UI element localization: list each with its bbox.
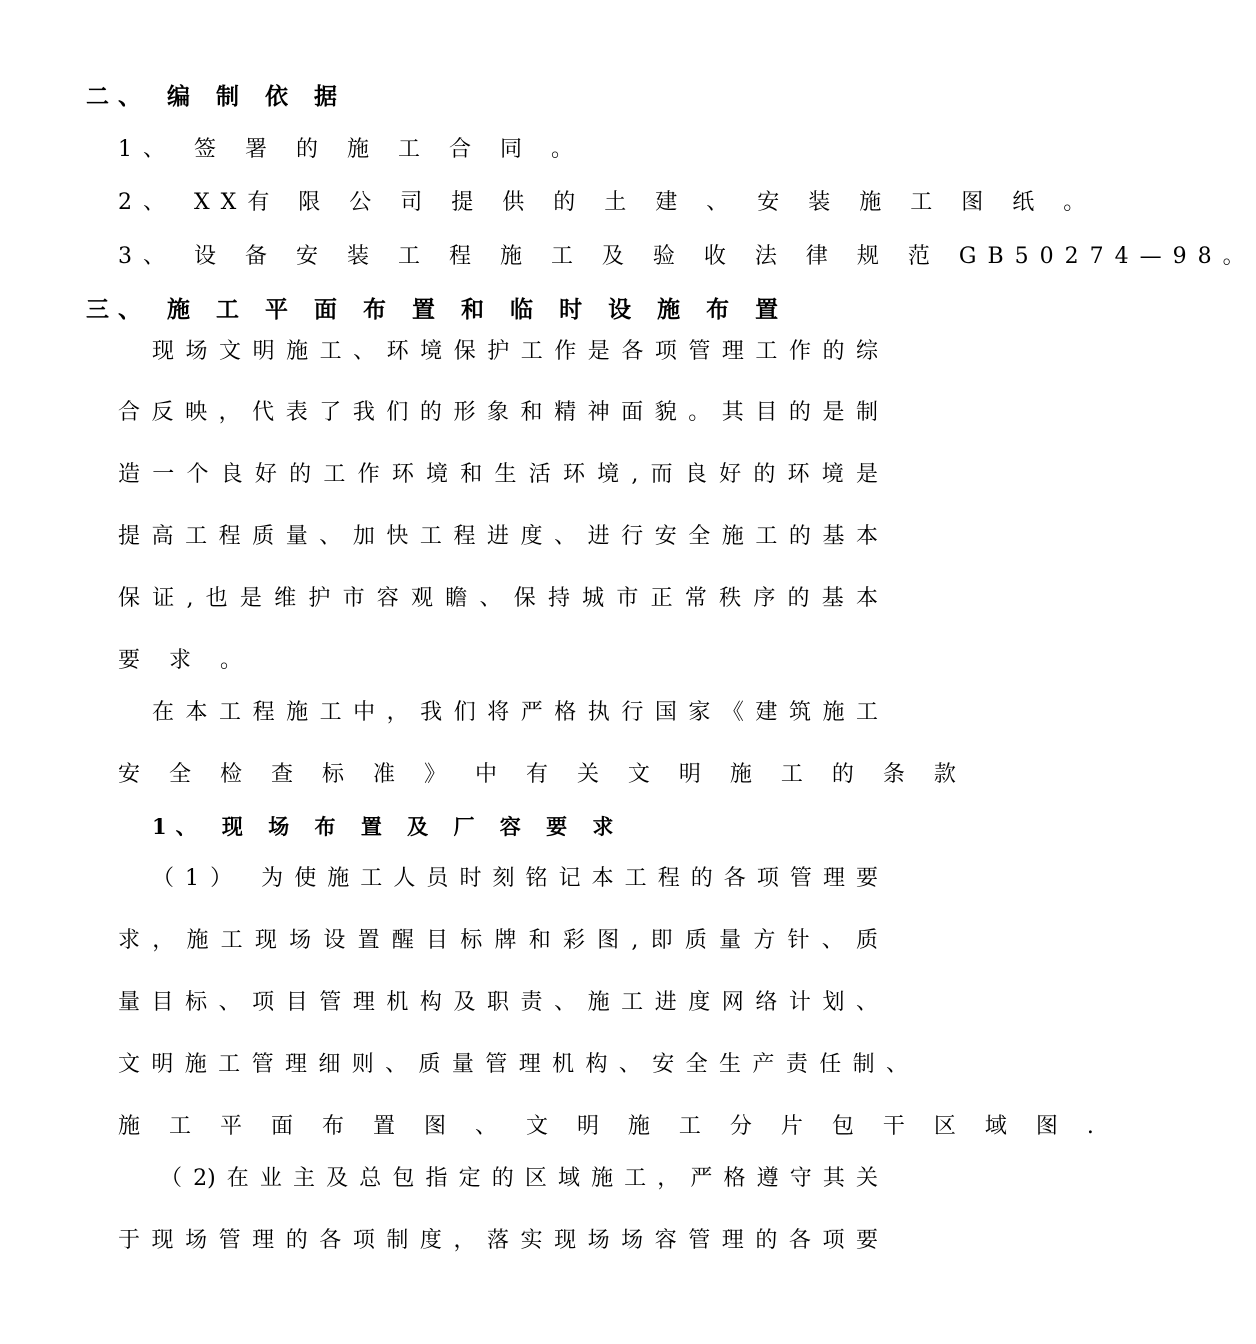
- subsection-1-title: 1、 现 场 布 置 及 厂 容 要 求: [152, 814, 623, 839]
- para1-line-4: 提高工程质量、加快工程进度、进行安全施工的基本: [118, 524, 878, 549]
- para1-line-6: 要 求 。: [118, 648, 253, 673]
- para2-line-1: 在本工程施工中，我们将严格执行国家《建筑施工: [152, 700, 878, 725]
- basis-item-1: 1、 签 署 的 施 工 合 同 。: [118, 137, 584, 162]
- item1-line-1: （1） 为使施工人员时刻铭记本工程的各项管理要: [152, 866, 878, 891]
- para1-line-5: 保证,也是维护市容观瞻、保持城市正常秩序的基本: [118, 586, 878, 611]
- para1-line-2: 合反映，代表了我们的形象和精神面貌。其目的是制: [118, 400, 878, 425]
- item1-line-4: 文明施工管理细则、质量管理机构、安全生产责任制、: [118, 1052, 908, 1077]
- item1-line-3: 量目标、项目管理机构及职责、施工进度网络计划、: [118, 990, 878, 1015]
- para1-line-3: 造一个良好的工作环境和生活环境,而良好的环境是: [118, 462, 878, 487]
- para2-line-2: 安 全 检 查 标 准 》 中 有 关 文 明 施 工 的 条 款: [118, 762, 967, 787]
- basis-item-2: 2、 XX有 限 公 司 提 供 的 土 建 、 安 装 施 工 图 纸 。: [118, 190, 1097, 215]
- item1-line-2: 求，施工现场设置醒目标牌和彩图,即质量方针、质: [118, 928, 878, 953]
- item2-line-2: 于现场管理的各项制度，落实现场场容管理的各项要: [118, 1228, 878, 1253]
- basis-item-3: 3、 设 备 安 装 工 程 施 工 及 验 收 法 律 规 范 GB50274—98。: [118, 244, 1256, 269]
- section-2-title: 二、 编 制 依 据: [86, 83, 347, 110]
- item1-line-5: 施 工 平 面 布 置 图 、 文 明 施 工 分 片 包 干 区 域 图 .: [118, 1114, 1105, 1139]
- item2-line-1: （2)在业主及总包指定的区域施工，严格遵守其关: [160, 1166, 878, 1191]
- section-3-title: 三、 施 工 平 面 布 置 和 临 时 设 施 布 置: [86, 296, 788, 323]
- para1-line-1: 现场文明施工、环境保护工作是各项管理工作的综: [152, 339, 878, 364]
